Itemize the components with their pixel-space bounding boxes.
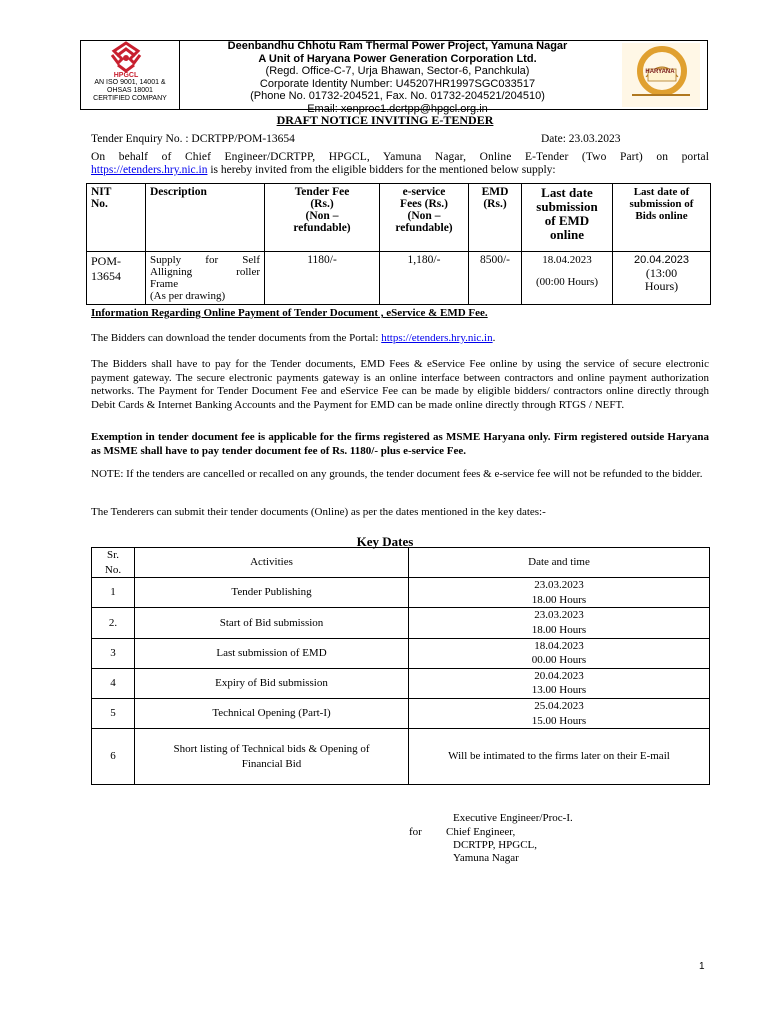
hpgcl-logo — [104, 41, 148, 75]
signature-location: Yamuna Nagar — [453, 852, 519, 864]
cell-line: (00:00 Hours) — [535, 276, 599, 288]
intro-line-2 — [91, 164, 709, 178]
note-paragraph: NOTE: If the tenders are cancelled or recalled on any grounds, the tender document fees & e-service fee will not be refunded to the bidder. — [91, 468, 703, 480]
tenderers-paragraph: The Tenderers can submit their tender documents (Online) as per the dates mentioned in the key dates:- — [91, 506, 546, 518]
sr-cell: 6 — [92, 729, 135, 785]
cell-line: 23.03.2023 — [534, 579, 584, 592]
date-time-cell — [409, 638, 710, 668]
activity-cell: Last submission of EMD — [135, 638, 409, 668]
activity-cell — [135, 729, 409, 785]
header-line: Fees (Rs.) — [400, 198, 448, 210]
signature-designation: Executive Engineer/Proc-I. — [453, 812, 573, 824]
cell-line: Alligning roller — [150, 266, 260, 278]
table-row — [92, 698, 710, 728]
activities-header: Activities — [135, 548, 409, 578]
header-line: refundable) — [395, 222, 453, 234]
date-time-cell — [409, 668, 710, 698]
date-time-cell — [409, 578, 710, 608]
signature-plant: DCRTPP, HPGCL, — [453, 839, 538, 851]
cell-line: 13.00 Hours — [531, 684, 587, 697]
nit-data-row — [87, 252, 711, 305]
eservice-fee-header — [380, 184, 469, 252]
cell-line: Short listing of Technical bids & Opening of — [173, 743, 370, 756]
download-end: . — [492, 332, 496, 344]
sr-cell: 4 — [92, 668, 135, 698]
cell-line: 00.00 Hours — [531, 654, 587, 667]
last-bids-header — [613, 184, 711, 252]
download-line — [91, 332, 709, 346]
cell-line: 25.04.2023 — [534, 699, 584, 712]
activity-cell: Technical Opening (Part-I) — [135, 698, 409, 728]
last-emd-cell — [522, 252, 613, 305]
iso-caption-line: OHSAS 18001 — [107, 87, 153, 94]
haryana-emblem-text: HARYANA — [645, 69, 675, 75]
iso-caption — [82, 79, 178, 103]
cell-line: Financial Bid — [241, 757, 302, 770]
registered-office: (Regd. Office-C-7, Urja Bhawan, Sector-6, Panchkula) — [265, 65, 530, 78]
cell-line: 18.04.2023 — [534, 639, 584, 652]
key-dates-table — [91, 547, 710, 785]
header-line: (Non – — [407, 210, 441, 222]
table-row — [92, 578, 710, 608]
cell-line: Hours) — [644, 279, 679, 293]
header-line: online — [550, 227, 584, 242]
date-time-header: Date and time — [409, 548, 710, 578]
table-row — [92, 638, 710, 668]
header-line: No. — [91, 198, 108, 210]
header-line: submission — [536, 199, 598, 214]
description-header: Description — [146, 184, 265, 252]
haryana-emblem — [622, 43, 700, 107]
key-dates-header-row — [92, 548, 710, 578]
cell-line: 18.00 Hours — [531, 593, 587, 606]
activity-cell: Tender Publishing — [135, 578, 409, 608]
cell-line: 13654 — [91, 269, 121, 283]
download-text: The Bidders can download the tender documents from the Portal: — [91, 332, 382, 344]
table-row — [92, 729, 710, 785]
payment-heading: Information Regarding Online Payment of Tender Document , eService & EMD Fee. — [91, 307, 488, 319]
email: Email: xenproc1.dcrtpp@hpgcl.org.in — [307, 102, 488, 115]
cell-line: 18.00 Hours — [531, 623, 587, 636]
header-line: Sr. — [107, 549, 119, 561]
exemption-paragraph: Exemption in tender document fee is applicable for the firms registered as MSME Haryana only. Firm registered outside Haryana as MSME shall have to pay tender document fee of Rs. 1180/- plus e-service Fee. — [91, 431, 709, 457]
header-line: Bids online — [635, 210, 688, 222]
header-line: Last date — [541, 185, 593, 200]
phone-fax: (Phone No. 01732-204521, Fax. No. 01732-204521/204510) — [250, 90, 545, 103]
table-row — [92, 608, 710, 638]
nit-table — [86, 183, 711, 305]
iso-caption-line: AN ISO 9001, 14001 & — [94, 79, 166, 86]
header-line: (Non – — [305, 210, 339, 222]
header-line: Last date of — [633, 186, 690, 198]
header-line: of EMD — [544, 213, 590, 228]
nit-no-cell — [87, 252, 146, 305]
description-cell — [146, 252, 265, 305]
logo-brand: HPGCL — [113, 72, 139, 79]
table-row — [92, 668, 710, 698]
cell-line: 18.04.2023 — [542, 254, 592, 266]
notice-date: Date: 23.03.2023 — [541, 133, 621, 145]
notice-title: DRAFT NOTICE INVITING E-TENDER — [276, 113, 494, 127]
sr-cell: 5 — [92, 698, 135, 728]
header-line: NIT — [91, 186, 112, 198]
cell-line: (As per drawing) — [150, 290, 226, 302]
header-line: refundable) — [293, 222, 351, 234]
last-emd-header — [522, 184, 613, 252]
company-name: Deenbandhu Chhotu Ram Thermal Power Project, Yamuna Nagar — [227, 40, 568, 52]
sr-cell: 1 — [92, 578, 135, 608]
cell-line: Frame — [150, 278, 179, 290]
header-line: No. — [104, 563, 122, 576]
sr-header — [92, 548, 135, 578]
sr-cell: 3 — [92, 638, 135, 668]
header-line: Tender Fee — [294, 186, 350, 198]
activity-cell: Start of Bid submission — [135, 608, 409, 638]
date-time-cell — [409, 698, 710, 728]
emd-cell: 8500/- — [469, 252, 522, 305]
intro-line-1: On behalf of Chief Engineer/DCRTPP, HPGCL, Yamuna Nagar, Online E-Tender (Two Part) on portal — [91, 151, 709, 163]
header-line: (Rs.) — [310, 198, 334, 210]
tender-enquiry-no: Tender Enquiry No. : DCRTPP/POM-13654 — [91, 133, 295, 145]
cell-line: 20.04.2023 — [633, 254, 690, 266]
unit-of: A Unit of Haryana Power Generation Corporation Ltd. — [258, 52, 537, 65]
cell-line: (13:00 — [645, 266, 678, 280]
sr-cell: 2. — [92, 608, 135, 638]
header-line: submission of — [629, 198, 694, 210]
intro-line-2-text: is hereby invited from the eligible bidders for the mentioned below supply: — [207, 164, 556, 176]
activity-cell: Expiry of Bid submission — [135, 668, 409, 698]
cell-line: POM- — [91, 254, 122, 268]
payment-paragraph: The Bidders shall have to pay for the Tender documents, EMD Fees & eService Fee online by using the service of secure electronic payment gateway. The secure electronic payments gateway is an online interface between contractors and online payment authorization networks. The Payment for Tender Document Fee and eService Fee can be made by eligible bidders/ contractors online directly through Debit Cards & Internet Banking Accounts and the Payment for EMD can be made online directly through RTGS / NEFT. — [91, 358, 709, 411]
letterhead-info — [180, 40, 615, 116]
nit-no-header — [87, 184, 146, 252]
page-number: 1 — [699, 961, 705, 972]
cell-line: 23.03.2023 — [534, 609, 584, 622]
signature-chief-engineer: Chief Engineer, — [446, 826, 516, 838]
date-time-cell — [409, 608, 710, 638]
cell-line: 15.00 Hours — [531, 714, 587, 727]
cell-line: Supply for Self — [150, 254, 260, 266]
signature-for: for — [409, 826, 422, 838]
nit-header-row — [87, 184, 711, 252]
emd-header — [469, 184, 522, 252]
tender-fee-header — [265, 184, 380, 252]
key-dates-title: Key Dates — [356, 534, 414, 549]
tender-fee-cell: 1180/- — [265, 252, 380, 305]
header-line: e-service — [402, 186, 446, 198]
header-line: (Rs.) — [483, 198, 507, 210]
iso-caption-line: CERTIFIED COMPANY — [93, 95, 167, 102]
last-bids-cell — [613, 252, 711, 305]
portal-link[interactable]: https://etenders.hry.nic.in — [381, 332, 493, 344]
date-time-cell: Will be intimated to the firms later on their E-mail — [409, 729, 710, 785]
cell-line: 20.04.2023 — [534, 669, 584, 682]
cin: Corporate Identity Number: U45207HR1997SGC033517 — [259, 77, 536, 90]
eservice-fee-cell: 1,180/- — [380, 252, 469, 305]
portal-link[interactable]: https://etenders.hry.nic.in — [91, 164, 208, 176]
header-line: EMD — [481, 186, 509, 198]
